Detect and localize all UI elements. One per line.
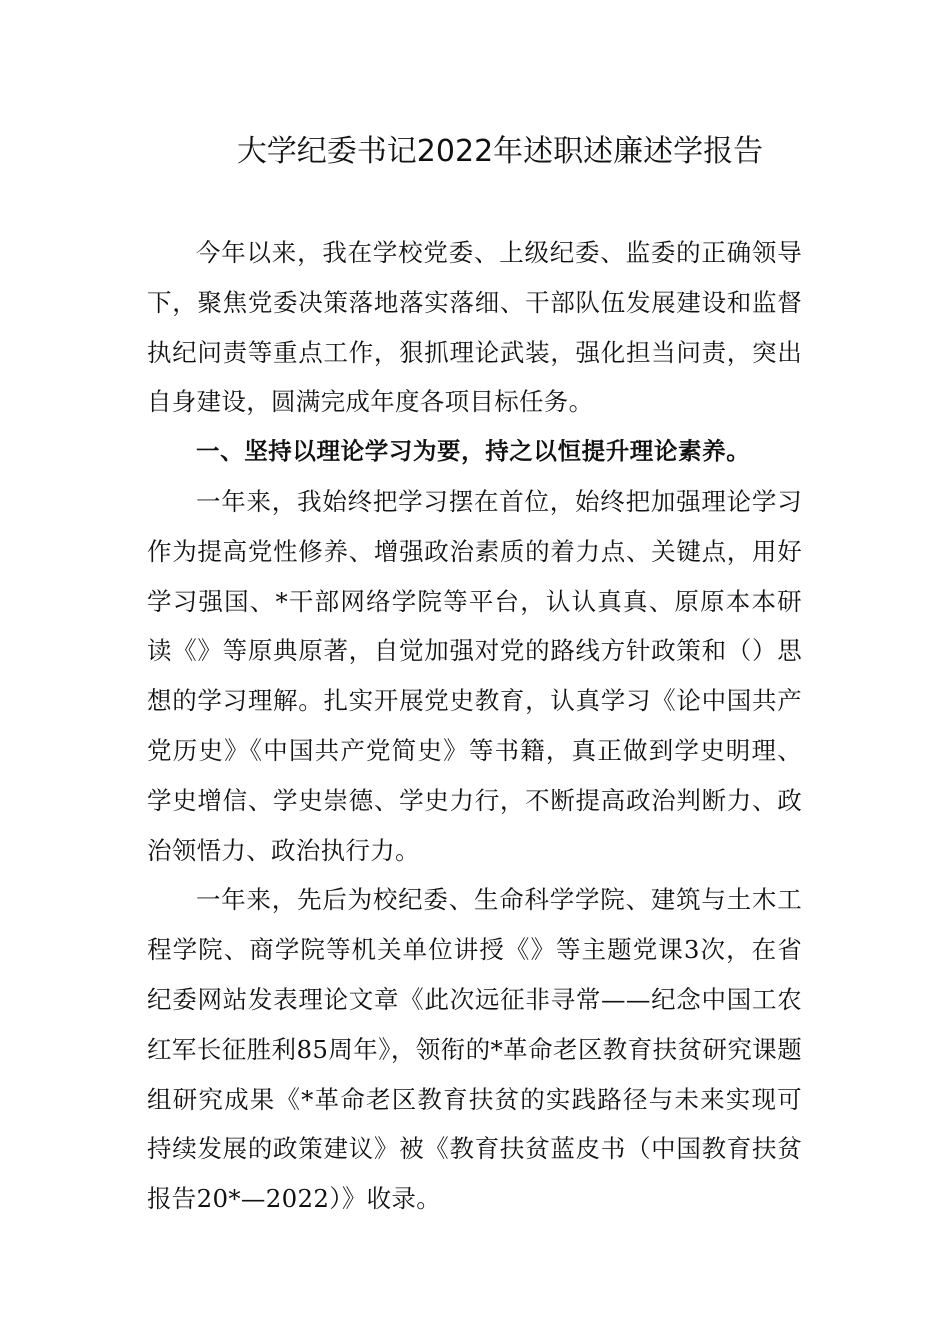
section-heading-1: 一、坚持以理论学习为要，持之以恒提升理论素养。 — [196, 437, 751, 466]
body-paragraph-lectures: 一年来，先后为校纪委、生命科学学院、建筑与土木工程学院、商学院等机关单位讲授《》等主题党课3次，在省纪委网站发表理论文章《此次远征非寻常——纪念中国工农红军长征胜利85周年》，领衔的*革命老区教育扶贫研究课题组研究成果《*革命老区教育扶贫的实践路径与未来实现可持续发展的政策建议》被《教育扶贫蓝皮书（中国教育扶贫报告20*—2022）》收录。 — [147, 885, 802, 1214]
intro-paragraph: 今年以来，我在学校党委、上级纪委、监委的正确领导下，聚焦党委决策落地落实落细、干部队伍发展建设和监督执纪问责等重点工作，狠抓理论武装，强化担当问责，突出自身建设，圆满完成年度各项目标任务。 — [147, 238, 802, 417]
document-body — [147, 228, 802, 1224]
body-paragraph-study: 一年来，我始终把学习摆在首位，始终把加强理论学习作为提高党性修养、增强政治素质的着力点、关键点，用好学习强国、*干部网络学院等平台，认认真真、原原本本研读《》等原典原著，自觉加强对党的路线方针政策和（）思想的学习理解。扎实开展党史教育，认真学习《论中国共产党历史》《中国共产党简史》等书籍，真正做到学史明理、学史增信、学史崇德、学史力行，不断提高政治判断力、政治领悟力、政治执行力。 — [147, 486, 802, 865]
document-title: 大学纪委书记2022年述职述廉述学报告 — [236, 134, 764, 169]
